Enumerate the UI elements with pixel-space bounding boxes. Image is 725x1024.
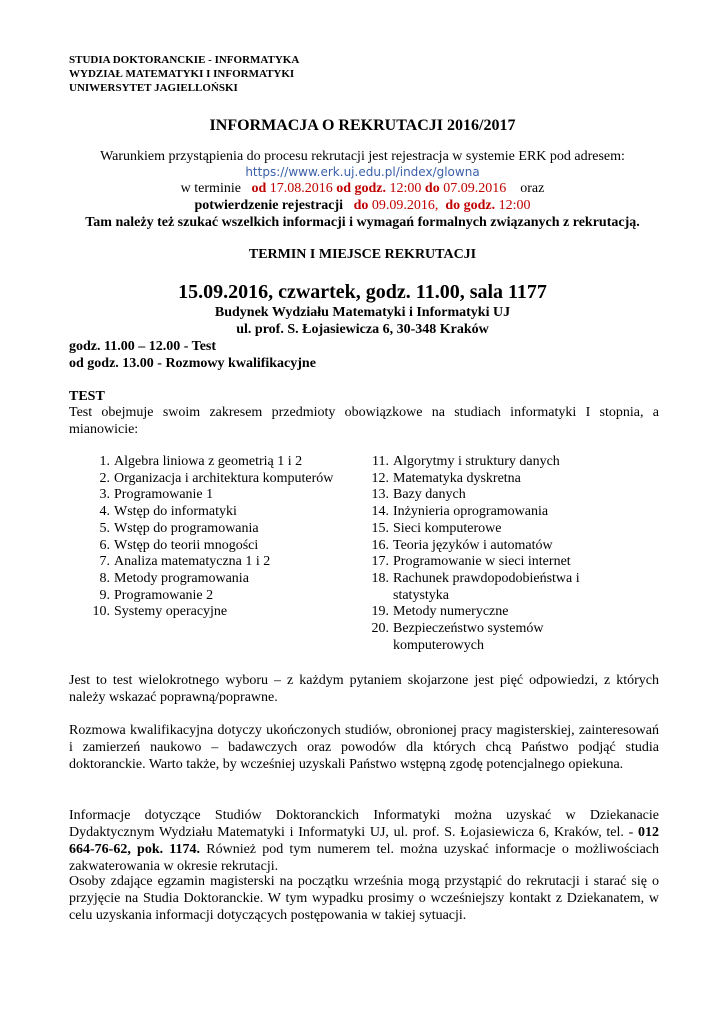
erk-url-text[interactable]: https://www.erk.uj.edu.pl/index/glowna	[245, 165, 480, 179]
subject-number: 5.	[99, 520, 110, 536]
subject-item	[367, 554, 629, 571]
test-intro: Test obejmuje swoim zakresem przedmioty obowiązkowe na studiach informatyki I stopnia, a mianowicie:	[69, 405, 659, 437]
subject-name: Sieci komputerowe	[393, 520, 502, 536]
subject-number: 9.	[99, 587, 110, 603]
header-line-university: UNIWERSYTET JAGIELLOŃSKI	[69, 82, 238, 94]
registration-term-line	[0, 180, 725, 197]
header-line-faculty: WYDZIAŁ MATEMATYKI I INFORMATYKI	[69, 68, 295, 80]
event-building: Budynek Wydziału Matematyki i Informatyki UJ	[214, 305, 511, 320]
subject-number: 14.	[371, 504, 389, 520]
subject-name: Programowanie 1	[114, 487, 214, 503]
subject-number: 13.	[371, 487, 389, 503]
subject-name: Teoria języków i automatów	[393, 537, 553, 553]
subject-number: 6.	[99, 537, 110, 553]
subject-item	[367, 454, 629, 471]
subject-item	[88, 454, 348, 471]
confirmation-date: 09.09.2016,	[371, 198, 439, 213]
subject-number: 16.	[371, 537, 389, 553]
subject-name: Programowanie 2	[114, 587, 214, 603]
header-line-program: STUDIA DOKTORANCKIE - INFORMATYKA	[69, 54, 300, 66]
confirmation-line	[0, 197, 725, 214]
subject-item	[88, 487, 348, 504]
interview-description: Rozmowa kwalifikacyjna dotyczy ukończonych studiów, obronionej pracy magisterskiej, zainteresowań i zamierzeń naukowo – badawczych oraz powodów dla których chcą Państwo podjąć studia doktoranckie. Warto także, by wcześniej uzyskali Państwo wstępną zgodę potencjalnego opiekuna.	[69, 723, 659, 772]
subject-number: 20.	[371, 621, 389, 637]
event-datetime: 15.09.2016, czwartek, godz. 11.00, sala 1177	[178, 281, 547, 303]
term-od: od	[251, 181, 267, 196]
page-title: INFORMACJA O REKRUTACJI 2016/2017	[209, 117, 516, 134]
subject-item	[88, 554, 348, 571]
subject-item	[88, 521, 348, 538]
subject-item	[88, 588, 348, 605]
subject-name: Organizacja i architektura komputerów	[114, 470, 334, 486]
subject-number: 19.	[371, 604, 389, 620]
subject-number: 11.	[372, 454, 389, 469]
subject-number: 12.	[371, 470, 389, 486]
subject-name: Analiza matematyczna 1 i 2	[114, 554, 271, 570]
subject-name: Systemy operacyjne	[114, 604, 228, 620]
term-date-start: 17.08.2016	[269, 181, 333, 196]
formal-info-note: Tam należy też szukać wszelkich informacji i wymagań formalnych związanych z rekrutacją.	[85, 215, 640, 230]
subject-name: Metody numeryczne	[393, 604, 509, 620]
confirmation-do-godz: do godz.	[445, 198, 496, 213]
subject-name: Wstęp do teorii mnogości	[114, 537, 259, 553]
subject-item	[88, 604, 348, 621]
contact-separator: ,	[127, 842, 131, 857]
contact-phone: 012 664-76-62	[69, 825, 660, 857]
subject-name: Matematyka dyskretna	[393, 470, 521, 486]
term-time-start: 12:00	[389, 181, 422, 196]
subject-name: Programowanie w sieci internet	[393, 554, 571, 570]
subject-number: 1.	[99, 454, 110, 469]
subjects-list-right	[367, 454, 629, 654]
subject-number: 2.	[99, 470, 110, 486]
subject-name: Bazy danych	[393, 487, 466, 503]
intro-registration-text: Warunkiem przystąpienia do procesu rekrutacji jest rejestracja w systemie ERK pod adresem:	[100, 149, 625, 164]
subject-name: Rachunek prawdopodobieństwa i statystyka	[393, 570, 580, 603]
subject-item	[88, 571, 348, 588]
subject-name: Wstęp do programowania	[114, 520, 259, 536]
schedule-interviews: od godz. 13.00 - Rozmowy kwalifikacyjne	[69, 356, 316, 371]
subject-name: Algorytmy i struktury danych	[393, 454, 560, 469]
exam-note: Osoby zdające egzamin magisterski na początku września mogą przystąpić do rekrutacji i starać się o przyjęcie na Studia Doktoranckie. W tym wypadku prosimy o wcześniejszy kontakt z Dziekanatem, w celu uzyskania informacji dotyczących postępowania w takiej sytuacji.	[69, 874, 659, 923]
subject-item	[88, 471, 348, 488]
term-oraz: oraz	[520, 181, 545, 196]
subject-item	[367, 487, 629, 504]
subject-name: Metody programowania	[114, 570, 249, 586]
erk-url-link[interactable]	[0, 164, 725, 180]
subject-item	[367, 621, 629, 654]
confirmation-time: 12:00	[498, 198, 531, 213]
subject-item	[367, 521, 629, 538]
subject-number: 7.	[99, 554, 110, 570]
subject-item	[367, 538, 629, 555]
term-prefix: w terminie	[180, 181, 241, 196]
subject-name: Algebra liniowa z geometrią 1 i 2	[114, 454, 303, 469]
event-address: ul. prof. S. Łojasiewicza 6, 30-348 Kraków	[236, 322, 489, 337]
schedule-test: godz. 11.00 – 12.00 - Test	[69, 339, 217, 354]
subject-number: 8.	[99, 570, 110, 586]
subject-name: Wstęp do informatyki	[114, 504, 237, 520]
test-description: Jest to test wielokrotnego wyboru – z każdym pytaniem skojarzone jest pięć odpowiedzi, z których należy wskazać poprawną/poprawne.	[69, 673, 659, 705]
subject-item	[367, 571, 629, 604]
term-od-godz: od godz.	[336, 181, 387, 196]
subject-name: Inżynieria oprogramowania	[393, 504, 549, 520]
subject-number: 17.	[371, 554, 389, 570]
subject-number: 10.	[92, 604, 110, 620]
subject-number: 18.	[371, 570, 389, 586]
subject-item	[367, 604, 629, 621]
confirmation-label: potwierdzenie rejestracji	[194, 198, 344, 213]
subject-item	[367, 504, 629, 521]
subject-name: Bezpieczeństwo systemów komputerowych	[393, 621, 544, 653]
confirmation-do: do	[353, 198, 369, 213]
subject-item	[88, 504, 348, 521]
contact-text-2: Również pod tym numerem tel. można uzyskać informacje o możliwościach zakwaterowania w okresie rekrutacji.	[69, 842, 659, 874]
section-title-term: TERMIN I MIEJSCE REKRUTACJI	[248, 247, 477, 262]
contact-text-1: Informacje dotyczące Studiów Doktoranckich Informatyki można uzyskać w Dziekanacie Dydaktycznym Wydziału Matematyki i Informatyki UJ, ul. prof. S. Łojasiewicza 6, Kraków, tel. -	[69, 808, 659, 840]
subject-item	[367, 471, 629, 488]
subjects-list-left	[88, 454, 348, 621]
subject-number: 4.	[99, 504, 110, 520]
test-heading: TEST	[69, 389, 105, 404]
contact-info	[69, 807, 659, 875]
term-do: do	[424, 181, 440, 196]
subject-number: 3.	[99, 487, 110, 503]
contact-room: pok. 1174.	[137, 842, 201, 857]
subject-item	[88, 538, 348, 555]
term-date-end: 07.09.2016	[443, 181, 507, 196]
subject-number: 15.	[371, 520, 389, 536]
